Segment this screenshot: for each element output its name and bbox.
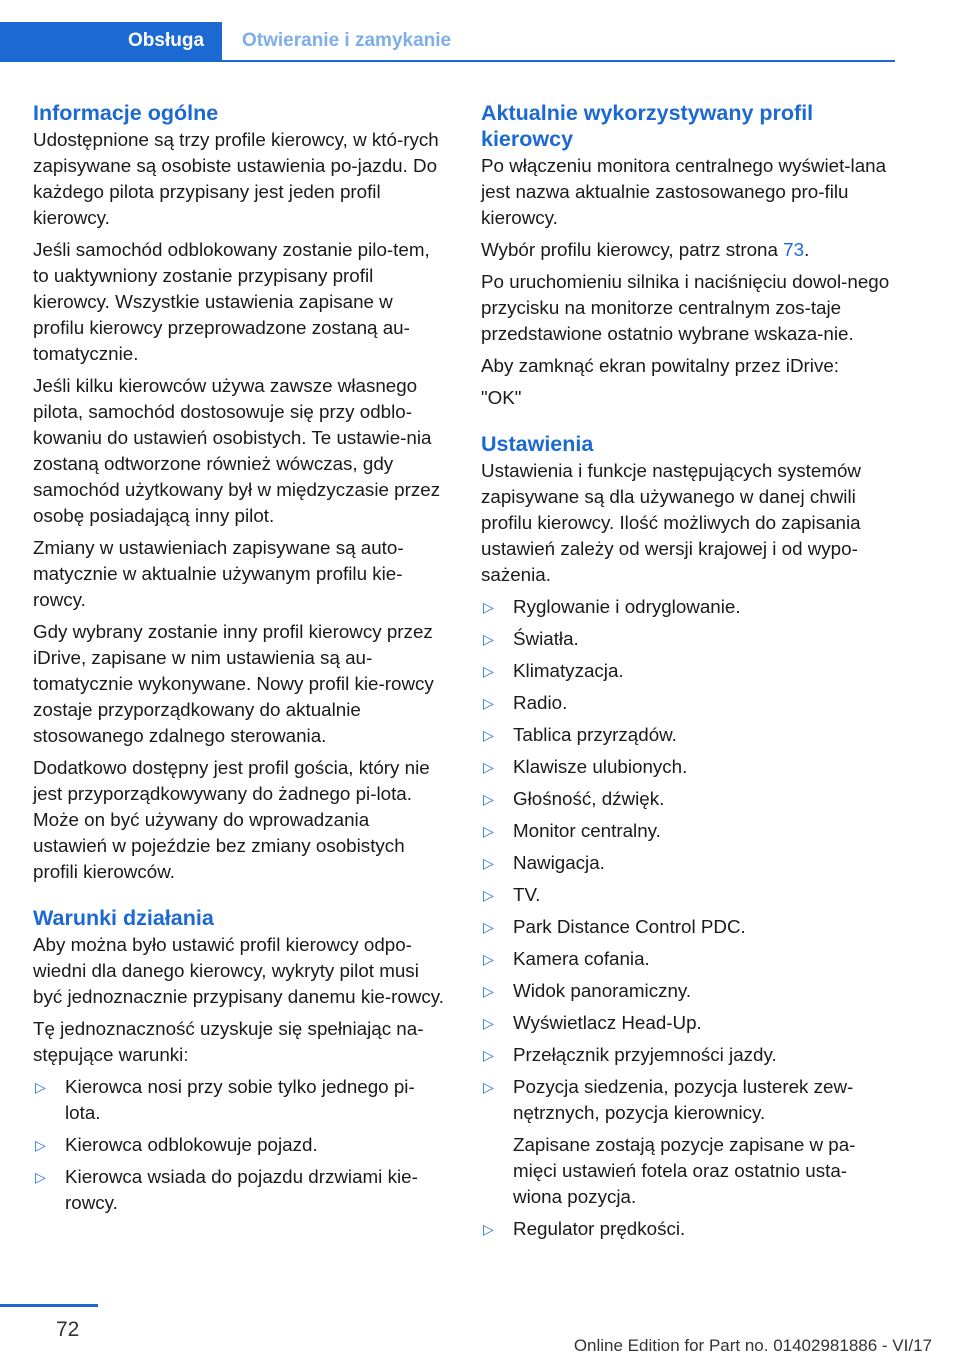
conditions-list xyxy=(33,1074,445,1216)
triangle-bullet-icon: ▷ xyxy=(483,1079,494,1095)
list-item: ▷ Kierowca wsiada do pojazdu drzwiami kie-rowcy. xyxy=(35,1166,418,1213)
section-tab-inactive[interactable]: Otwieranie i zamykanie xyxy=(242,30,452,51)
list-item: ▷ Wyświetlacz Head-Up. xyxy=(481,1010,893,1036)
list-item: ▷ Park Distance Control PDC. xyxy=(481,914,893,940)
triangle-bullet-icon: ▷ xyxy=(483,759,494,775)
edition-note: Online Edition for Part no. 01402981886 - VI/17 xyxy=(573,1336,932,1355)
triangle-bullet-icon: ▷ xyxy=(35,1169,46,1185)
triangle-bullet-icon: ▷ xyxy=(483,695,494,711)
paragraph: Zmiany w ustawieniach zapisywane są auto-matycznie w aktualnie używanym profilu kie-rowcy. xyxy=(33,537,404,610)
paragraph: Aby można było ustawić profil kierowcy odpo-wiedni dla danego kierowcy, wykryty pilot musi być jednoznacznie przypisany danemu kie-rowcy. xyxy=(33,934,444,1007)
list-item: ▷ Widok panoramiczny. xyxy=(481,978,893,1004)
list-item: ▷ Głośność, dźwięk. xyxy=(481,786,893,812)
triangle-bullet-icon: ▷ xyxy=(483,791,494,807)
paragraph: Jeśli samochód odblokowany zostanie pilo-tem, to uaktywniony zostanie przypisany profil kierowcy. Wszystkie ustawienia zapisane w profilu kierowcy przeprowadzone zostaną au-tomatycznie. xyxy=(33,239,430,364)
paragraph: Udostępnione są trzy profile kierowcy, w któ-rych zapisywane są osobiste ustawienia po-jazdu. Do każdego pilota przypisany jest jeden profil kierowcy. xyxy=(33,129,439,228)
triangle-bullet-icon: ▷ xyxy=(35,1079,46,1095)
list-item: ▷ Tablica przyrządów. xyxy=(481,722,893,748)
triangle-bullet-icon: ▷ xyxy=(483,727,494,743)
list-item-note: Zapisane zostają pozycje zapisane w pa-mięci ustawień fotela oraz ostatnio usta-wiona pozycja. xyxy=(513,1134,856,1207)
heading-settings: Ustawienia xyxy=(481,432,594,456)
list-item: ▷ Przełącznik przyjemności jazdy. xyxy=(481,1042,893,1068)
paragraph: Ustawienia i funkcje następujących systemów zapisywane są dla używanego w danej chwili profilu kierowcy. Ilość możliwych do zapisania ustawień zależy od wersji krajowej i od wypo-sażenia. xyxy=(481,460,861,585)
triangle-bullet-icon: ▷ xyxy=(483,823,494,839)
list-item: ▷ Monitor centralny. xyxy=(481,818,893,844)
heading-current-profile: Aktualnie wykorzystywany profil kierowcy xyxy=(481,101,814,151)
triangle-bullet-icon: ▷ xyxy=(483,1047,494,1063)
paragraph: Po uruchomieniu silnika i naciśnięciu dowol-nego przycisku na monitorze centralnym zos-taje przedstawione ostatnio wybrane wskaza-nie. xyxy=(481,271,890,344)
list-item: ▷ Radio. xyxy=(481,690,893,716)
list-item: ▷ Kierowca odblokowuje pojazd. xyxy=(33,1132,445,1158)
list-item: ▷ Pozycja siedzenia, pozycja lusterek zew-nętrznych, pozycja kierownicy. Zapisane zostają pozycje zapisane w pa-mięci ustawień fotela oraz ostatnio usta-wiona pozycja. xyxy=(481,1074,893,1210)
paragraph: Gdy wybrany zostanie inny profil kierowcy przez iDrive, zapisane w nim ustawienia są au-tomatycznie wykonywane. Nowy profil kie-rowcy zostaje przyporządkowany do aktualnie stosowanego zdalnego sterowania. xyxy=(33,621,434,746)
paragraph: Aby zamknąć ekran powitalny przez iDrive: xyxy=(481,355,840,376)
list-item: ▷ Klimatyzacja. xyxy=(481,658,893,684)
page-header xyxy=(0,22,895,60)
triangle-bullet-icon: ▷ xyxy=(483,919,494,935)
triangle-bullet-icon: ▷ xyxy=(483,1221,494,1237)
triangle-bullet-icon: ▷ xyxy=(483,663,494,679)
paragraph: Tę jednoznaczność uzyskuje się spełniając na-stępujące warunki: xyxy=(33,1018,424,1065)
triangle-bullet-icon: ▷ xyxy=(483,983,494,999)
settings-list xyxy=(481,594,893,1242)
list-item: ▷ Światła. xyxy=(481,626,893,652)
page-number: 72 xyxy=(56,1318,80,1341)
triangle-bullet-icon: ▷ xyxy=(483,1015,494,1031)
list-item: ▷ Kamera cofania. xyxy=(481,946,893,972)
header-rule xyxy=(222,60,895,62)
triangle-bullet-icon: ▷ xyxy=(483,599,494,615)
footer-rule xyxy=(0,1304,98,1307)
right-column xyxy=(481,100,893,1248)
list-item: ▷ Ryglowanie i odryglowanie. xyxy=(481,594,893,620)
paragraph: Jeśli kilku kierowców używa zawsze własnego pilota, samochód dostosowuje się przy odblo-kowaniu do ustawień osobistych. Te ustawie-nia zostaną odtworzone również wówczas, gdy samochód użytkowany był w międzyczasie przez osobę posiadającą inny pilot. xyxy=(33,375,441,526)
triangle-bullet-icon: ▷ xyxy=(483,887,494,903)
triangle-bullet-icon: ▷ xyxy=(483,631,494,647)
heading-general-info: Informacje ogólne xyxy=(33,101,219,125)
triangle-bullet-icon: ▷ xyxy=(35,1137,46,1153)
left-column xyxy=(33,100,445,1222)
list-item: ▷ TV. xyxy=(481,882,893,908)
paragraph: "OK" xyxy=(481,387,522,408)
list-item: ▷ Regulator prędkości. xyxy=(481,1216,893,1242)
paragraph: Po włączeniu monitora centralnego wyświet-lana jest nazwa aktualnie zastosowanego pro-filu kierowcy. xyxy=(481,155,887,228)
triangle-bullet-icon: ▷ xyxy=(483,951,494,967)
paragraph: Dodatkowo dostępny jest profil gościa, który nie jest przyporządkowywany do żadnego pi-lota. Może on być używany do wprowadzania ustawień w pojeździe bez zmiany osobistych profili kierowców. xyxy=(33,757,430,882)
list-item: ▷ Klawisze ulubionych. xyxy=(481,754,893,780)
list-item: ▷ Nawigacja. xyxy=(481,850,893,876)
paragraph: Wybór profilu kierowcy, patrz strona 73. xyxy=(481,239,810,260)
triangle-bullet-icon: ▷ xyxy=(483,855,494,871)
heading-operating-conditions: Warunki działania xyxy=(33,906,214,930)
section-tab-active[interactable]: Obsługa xyxy=(0,22,222,62)
list-item: ▷ Kierowca nosi przy sobie tylko jednego pi-lota. xyxy=(35,1076,415,1123)
page-reference-link[interactable]: 73 xyxy=(783,239,805,260)
